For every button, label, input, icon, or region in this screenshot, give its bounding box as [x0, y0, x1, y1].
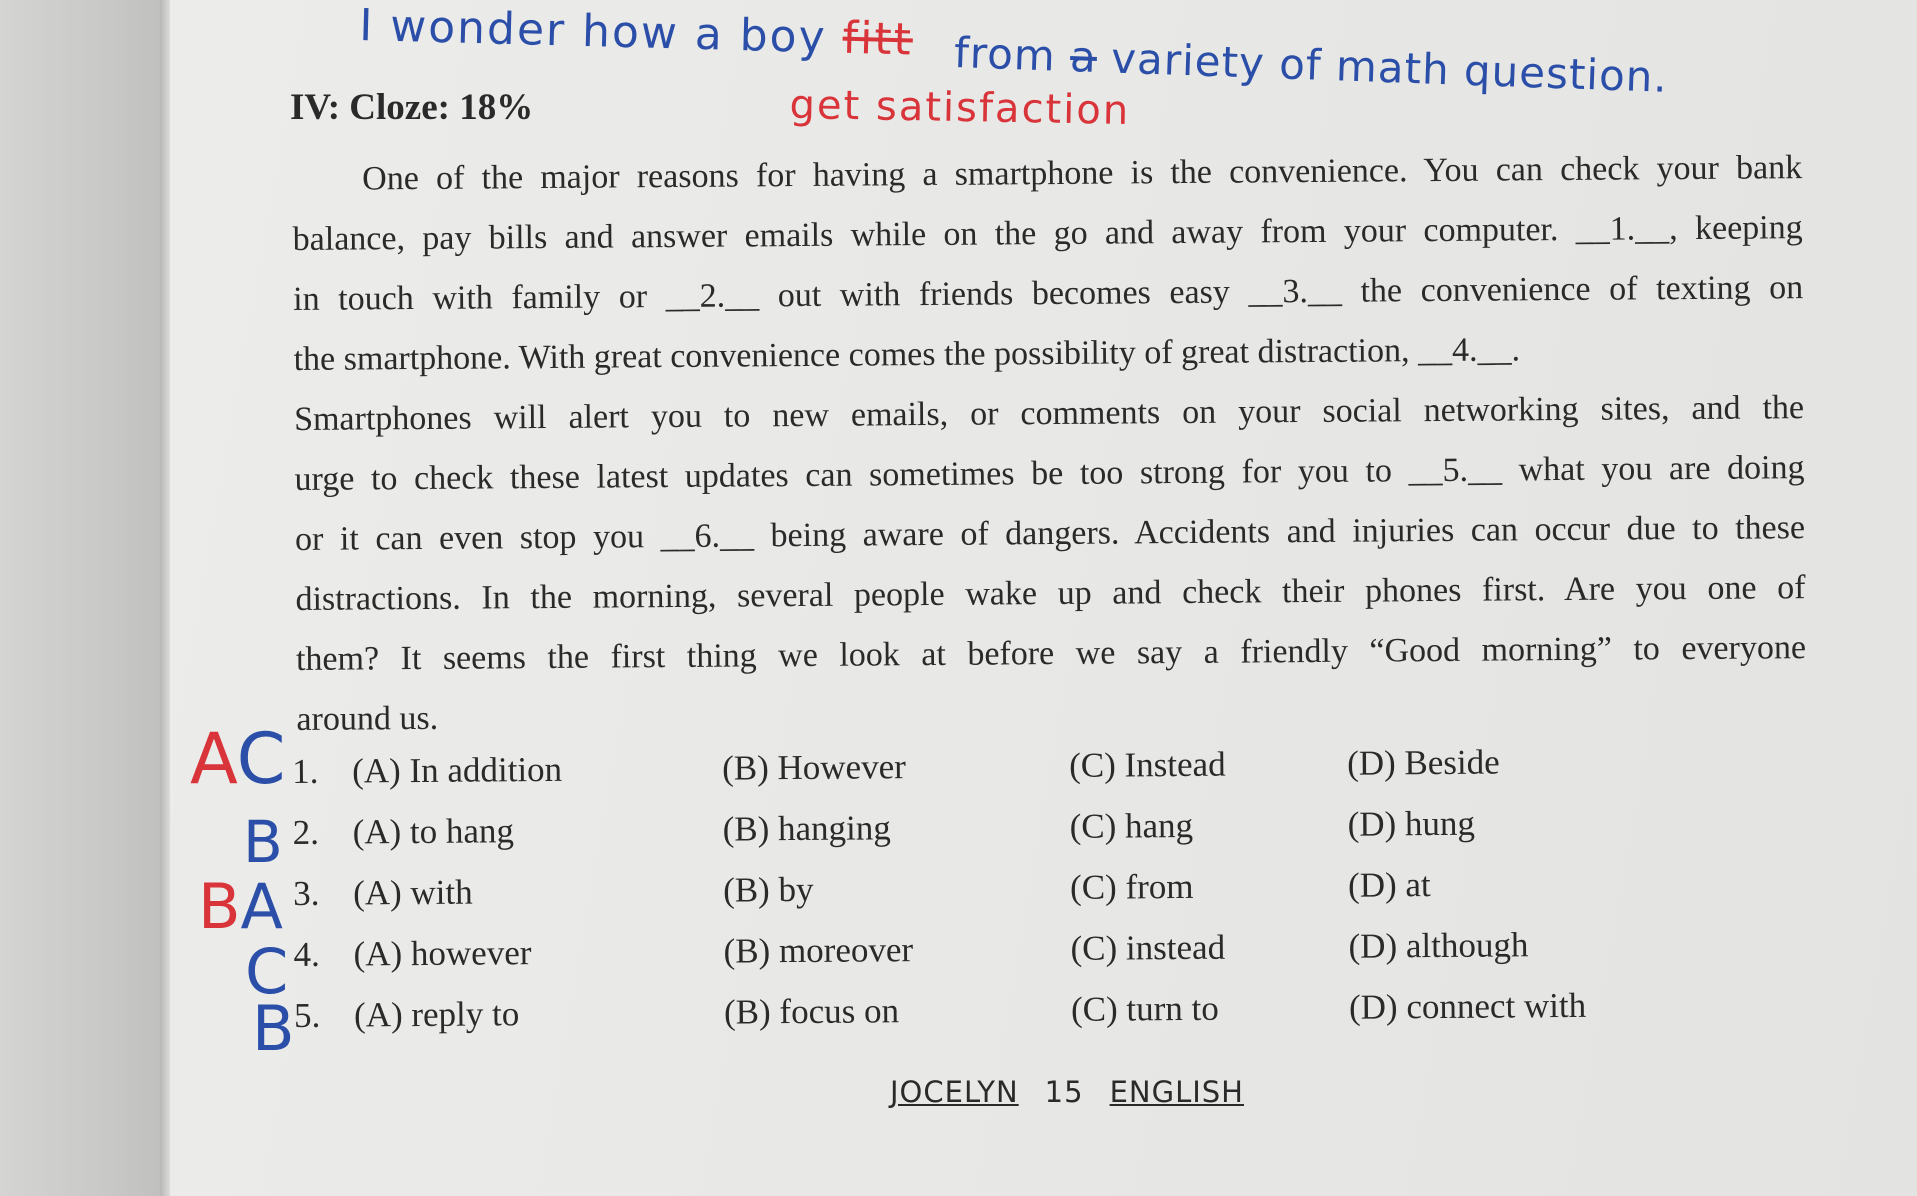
- page-shadow: [0, 0, 168, 1196]
- question-options: [292, 741, 1714, 1057]
- option-b: (B) moreover: [723, 930, 914, 971]
- passage-line: them? It seems the first thing we look at before we say a friendly “Good morning” to everyone: [295, 629, 1807, 678]
- option-a: (A) to hang: [352, 811, 515, 852]
- passage-line: urge to check these latest updates can sometimes be too strong for you to __5.__ what you are doing: [294, 449, 1805, 498]
- question-row-1: [292, 741, 1712, 813]
- page-footer: [890, 1075, 1244, 1109]
- option-d: (D) connect with: [1348, 985, 1587, 1027]
- answer-3-blue: A: [240, 870, 283, 943]
- question-number: 3.: [292, 873, 320, 913]
- option-b: (B) However: [721, 747, 906, 788]
- footer-name: JOCELYN: [890, 1075, 1019, 1109]
- option-c: (C) Instead: [1068, 744, 1226, 785]
- note-top-strike: fitt: [841, 12, 914, 66]
- handwritten-answer-5: B: [252, 992, 295, 1065]
- passage-line: around us.: [296, 699, 439, 738]
- footer-subject: ENGLISH: [1109, 1075, 1244, 1109]
- answer-3-red: B: [198, 870, 241, 943]
- option-c: (C) turn to: [1070, 988, 1219, 1029]
- option-a: (A) with: [352, 872, 473, 913]
- passage-line: balance, pay bills and answer emails while on the go and away from your computer. __1.__, keeping: [292, 209, 1803, 258]
- note-from-strike: a: [1069, 32, 1098, 82]
- option-d: (D) hung: [1347, 803, 1476, 844]
- passage-line: distractions. In the morning, several people wake up and check their phones first. Are you one of: [295, 569, 1806, 618]
- passage-line: or it can even stop you __6.__ being aware of dangers. Accidents and injuries can occur due to these: [294, 509, 1806, 558]
- question-number: 2.: [292, 812, 320, 852]
- option-a: (A) reply to: [353, 994, 520, 1035]
- handwritten-answer-3: [198, 870, 283, 943]
- option-b: (B) focus on: [723, 991, 900, 1032]
- question-number: 5.: [293, 995, 321, 1035]
- note-from-rest: variety of math question.: [1110, 33, 1669, 102]
- option-b: (B) hanging: [722, 808, 891, 849]
- page-fold: [160, 0, 170, 1196]
- answer-1-blue: C: [236, 718, 286, 800]
- answer-1-red: A: [190, 718, 237, 800]
- cloze-passage: [292, 138, 1807, 750]
- option-a: (A) however: [353, 933, 532, 974]
- handwritten-answer-2: B: [243, 808, 283, 876]
- option-d: (D) at: [1347, 865, 1431, 905]
- section-heading: IV: Cloze: 18%: [290, 87, 534, 128]
- handwritten-answer-4: C: [245, 935, 289, 1008]
- note-top-text: I wonder how a boy: [358, 0, 828, 64]
- option-b: (B) by: [722, 869, 814, 910]
- option-c: (C) from: [1069, 866, 1194, 907]
- option-d: (D) although: [1348, 925, 1529, 966]
- note-from-word: from: [953, 28, 1057, 81]
- option-c: (C) instead: [1070, 927, 1226, 968]
- passage-line: Smartphones will alert you to new emails, or comments on your social networking sites, and the: [293, 389, 1805, 438]
- handwritten-answer-1: [190, 718, 286, 800]
- question-number: 4.: [293, 934, 320, 974]
- option-a: (A) In addition: [351, 749, 563, 791]
- footer-page-number: 15: [1044, 1075, 1084, 1109]
- question-row-4: [293, 924, 1713, 996]
- passage-line: the smartphone. With great convenience comes the possibility of great distraction, __4.__.: [293, 331, 1521, 378]
- option-d: (D) Beside: [1346, 742, 1500, 783]
- question-row-3: [293, 863, 1713, 935]
- passage-line: in touch with family or __2.__ out with friends becomes easy __3.__ the convenience of texting on: [293, 269, 1804, 318]
- handwritten-note-satisfaction: get satisfaction: [789, 82, 1131, 134]
- question-row-5: [294, 985, 1714, 1057]
- option-c: (C) hang: [1069, 805, 1194, 846]
- question-number: 1.: [292, 751, 319, 791]
- question-row-2: [292, 802, 1712, 874]
- passage-line: One of the major reasons for having a smartphone is the convenience. You can check your bank: [362, 149, 1803, 198]
